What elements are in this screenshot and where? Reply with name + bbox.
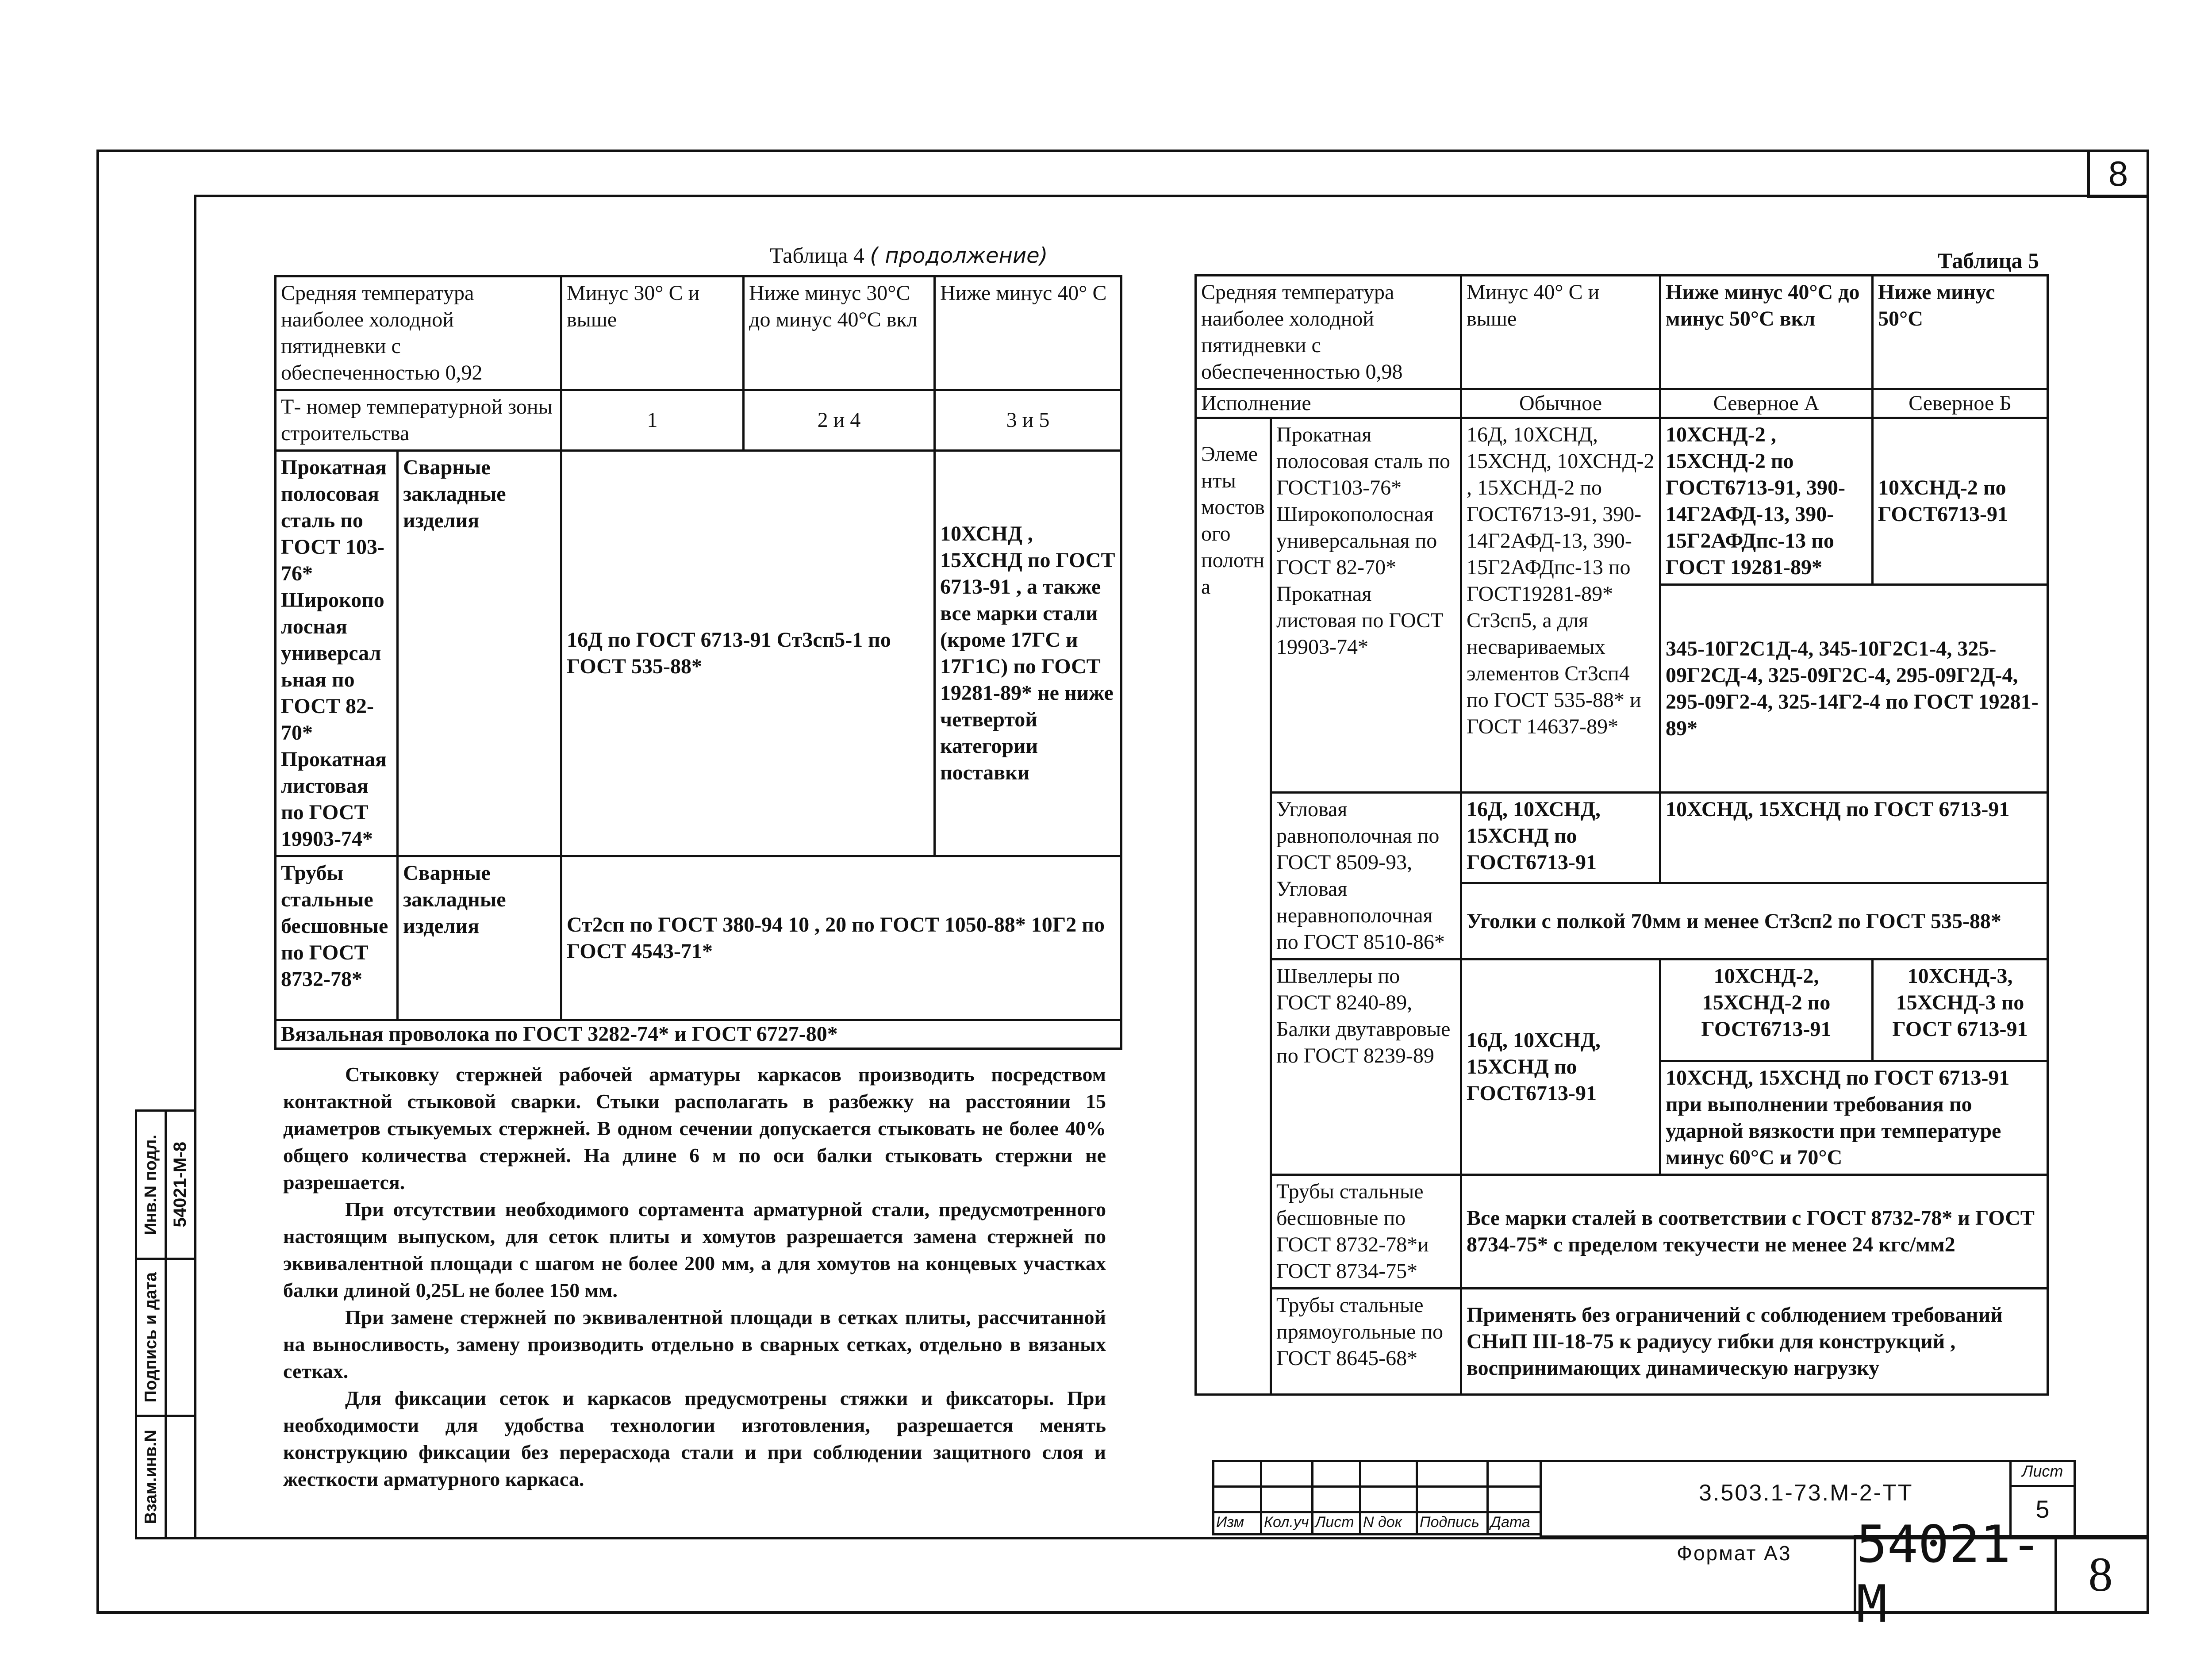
t5-exec-c3: Северное Б — [1873, 389, 2048, 418]
stamp-sheet-number: 5 — [2035, 1495, 2050, 1523]
t5-header-col1: Минус 40° С и выше — [1461, 276, 1660, 389]
table-row — [276, 276, 1121, 390]
stamp-col-koluch: Кол.уч — [1261, 1512, 1313, 1535]
t5-exec-label: Исполнение — [1196, 389, 1461, 418]
stamp-col-data: Дата — [1488, 1512, 1541, 1535]
t5-r4-text: Все марки сталей в соответствии с ГОСТ 8732-78* и ГОСТ 8734-75* с пределом текучести не менее 24 кгс/мм2 — [1461, 1175, 2048, 1289]
t5-group-label: Элементы мостового полотна — [1196, 418, 1271, 1395]
t5-header-temp: Средняя температура наиболее холодной пятидневки с обеспеченностью 0,98 — [1196, 276, 1461, 389]
table4-caption — [770, 242, 1048, 268]
t4-header-col3: Ниже минус 40° С — [935, 276, 1121, 390]
t4-header-col2: Ниже минус 30°С до минус 40°С вкл — [744, 276, 935, 390]
stamp-col-list: Лист — [1313, 1512, 1360, 1535]
t5-r5-text: Применять без ограничений с соблюдением требований СНиП III-18-75 к радиусу гибки для конструкций , воспринимающих динамическую нагрузку — [1461, 1289, 2048, 1395]
t4-r1-element: Прокатная полосовая сталь по ГОСТ 103-76* Широкополосная универсальная по ГОСТ 82-70* Прокатная листовая по ГОСТ 19903-74* — [276, 451, 398, 856]
t4-r2-steel: Ст2сп по ГОСТ 380-94 10 , 20 по ГОСТ 1050-88* 10Г2 по ГОСТ 4543-71* — [561, 856, 1121, 1020]
t5-r4-element: Трубы стальные бесшовные по ГОСТ 8732-78*и ГОСТ 8734-75* — [1271, 1175, 1461, 1289]
paragraph-2: При отсутствии необходимого сортамента арматурной стали, предусмотренного настоящим выпуском, для сеток плиты и хомутов разрешается замена стержней по эквивалентной площади с шагом не более 200 мм, а для хомутов на концевых участках балки длиной 0,25L не более 150 мм. — [283, 1198, 1106, 1301]
t5-exec-c2: Северное А — [1660, 389, 1873, 418]
table-row — [1214, 1512, 1541, 1535]
table-row — [1196, 389, 2048, 418]
t4-zone-2: 2 и 4 — [744, 390, 935, 451]
table4-caption-hand: ( продолжение) — [870, 243, 1048, 268]
stamp-sheet-label: Лист — [2012, 1462, 2074, 1487]
t5-r1-c1: 16Д, 10ХСНД, 15ХСНД, 10ХСНД-2 , 15ХСНД-2 по ГОСТ6713-91, 390-14Г2АФД-13, 390-15Г2АФДпс-13 по ГОСТ19281-89* Ст3сп5, а для несвариваемых элементов Ст3сп4 по ГОСТ 535-88* и ГОСТ 14637-89* — [1461, 418, 1660, 793]
table4-caption-text: Таблица 4 — [770, 243, 864, 268]
t4-r2-product: Сварные закладные изделия — [398, 856, 561, 1020]
t4-zone-3: 3 и 5 — [935, 390, 1121, 451]
table-row — [1196, 793, 2048, 883]
table5 — [1194, 274, 2049, 1396]
doc-number-box — [1854, 1515, 2057, 1634]
table5-caption: Таблица 5 — [1938, 248, 2039, 273]
table-row — [1196, 1175, 2048, 1289]
t5-r3-c1: 16Д, 10ХСНД, 15ХСНД по ГОСТ6713-91 — [1461, 959, 1660, 1175]
t5-exec-c1: Обычное — [1461, 389, 1660, 418]
t5-r1-c3a: 10ХСНД-2 по ГОСТ6713-91 — [1873, 418, 2048, 585]
t5-r3-element: Швеллеры по ГОСТ 8240-89, Балки двутавровые по ГОСТ 8239-89 — [1271, 959, 1461, 1175]
text-block — [283, 1061, 1106, 1493]
title-stamp-grid — [1212, 1460, 1542, 1535]
t5-r1-c23b: 345-10Г2С1Д-4, 345-10Г2С1-4, 325-09Г2СД-4, 325-09Г2С-4, 295-09Г2Д-4, 295-09Г2-4, 325-14Г2-4 по ГОСТ 19281-89* — [1660, 585, 2048, 793]
side-stamp-labels — [137, 1112, 167, 1537]
side-stamp-inv-value: 54021-М-8 — [170, 1142, 190, 1228]
t5-r3-c23: 10ХСНД, 15ХСНД по ГОСТ 6713-91 при выполнении требования по ударной вязкости при температуре минус 60°С и 70°С — [1660, 1061, 2048, 1175]
paragraph-4: Для фиксации сеток и каркасов предусмотрены стяжки и фиксаторы. При необходимости для удобства технологии изготовления, разрешается менять конструкцию фиксации без перерасхода стали и при соблюдении защитного слоя и жесткости арматурного каркаса. — [283, 1387, 1106, 1490]
t4-r2-element: Трубы стальные бесшовные по ГОСТ 8732-78* — [276, 856, 398, 1020]
table-row — [276, 856, 1121, 1020]
table-row — [1196, 959, 2048, 1061]
t4-r1-steel-a: 16Д по ГОСТ 6713-91 Ст3сп5-1 по ГОСТ 535-88* — [561, 451, 935, 856]
page-number-top-box — [2087, 150, 2149, 198]
t4-zone-1: 1 — [561, 390, 744, 451]
t5-header-col2: Ниже минус 40°С до минус 50°С вкл — [1660, 276, 1873, 389]
t4-header-col1: Минус 30° С и выше — [561, 276, 744, 390]
t5-r2-c1: 16Д, 10ХСНД, 15ХСНД по ГОСТ6713-91 — [1461, 793, 1660, 883]
t5-r5-element: Трубы стальные прямоугольные по ГОСТ 8645-68* — [1271, 1289, 1461, 1395]
t4-zone-label: Т- номер температурной зоны строительства — [276, 390, 561, 451]
stamp-col-ndok: N док — [1360, 1512, 1417, 1535]
table-row — [276, 451, 1121, 856]
t4-header-temp: Средняя температура наиболее холодной пятидневки с обеспеченностью 0,92 — [276, 276, 561, 390]
table-row — [276, 390, 1121, 451]
doc-number: 54021-М — [1856, 1515, 2042, 1634]
side-stamp-label-sign: Подпись и дата — [141, 1272, 160, 1403]
side-stamp-values — [167, 1112, 194, 1537]
t5-r2-element: Угловая равнополочная по ГОСТ 8509-93, Угловая неравнополочная по ГОСТ 8510-86* — [1271, 793, 1461, 959]
format-label: Формат А3 — [1677, 1542, 1792, 1565]
side-stamp-label-vzam: Взам.инв.N — [141, 1430, 160, 1524]
t4-r1-product: Сварные закладные изделия — [398, 451, 561, 856]
t4-footer: Вязальная проволока по ГОСТ 3282-74* и ГОСТ 6727-80* — [276, 1020, 1121, 1049]
t5-r1-element: Прокатная полосовая сталь по ГОСТ103-76* Широкополосная универсальная по ГОСТ 82-70* Прокатная листовая по ГОСТ 19903-74* — [1271, 418, 1461, 793]
t5-header-col3: Ниже минус 50°С — [1873, 276, 2048, 389]
t5-r2-c123: Уголки с полкой 70мм и менее Ст3сп2 по ГОСТ 535-88* — [1461, 883, 2048, 959]
table-row — [1196, 1289, 2048, 1395]
side-stamp — [135, 1109, 194, 1539]
t4-r1-steel-b: 10ХСНД , 15ХСНД по ГОСТ 6713-91 , а также все марки стали (кроме 17ГС и 17Г1С) по ГОСТ 19281-89* не ниже четвертой категории поставки — [935, 451, 1121, 856]
page-number-bottom-box — [2055, 1535, 2149, 1614]
t5-r1-c2a: 10ХСНД-2 , 15ХСНД-2 по ГОСТ6713-91, 390-14Г2АФД-13, 390-15Г2АФДпс-13 по ГОСТ 19281-89* — [1660, 418, 1873, 585]
stamp-col-podpis: Подпись — [1417, 1512, 1488, 1535]
page-number-bottom: 8 — [2088, 1547, 2113, 1601]
page-number-top: 8 — [2108, 154, 2128, 193]
t5-r2-c23: 10ХСНД, 15ХСНД по ГОСТ 6713-91 — [1660, 793, 2048, 883]
table-row — [276, 1020, 1121, 1049]
table-row — [1196, 276, 2048, 389]
stamp-designation: 3.503.1-73.М-2-ТТ — [1699, 1480, 1913, 1506]
table-row — [1196, 418, 2048, 585]
t5-r3-c3: 10ХСНД-3, 15ХСНД-3 по ГОСТ 6713-91 — [1873, 959, 2048, 1061]
t5-r3-c2: 10ХСНД-2, 15ХСНД-2 по ГОСТ6713-91 — [1660, 959, 1873, 1061]
side-stamp-label-inv: Инв.N подл. — [141, 1134, 160, 1235]
stamp-col-izm: Изм — [1214, 1512, 1261, 1535]
paragraph-3: При замене стержней по эквивалентной площади в сетках плиты, рассчитанной на выносливость, замену производить отдельно в сварных сетках, отдельно в вязаных сетках. — [283, 1306, 1106, 1382]
table4 — [274, 275, 1122, 1050]
paragraph-1: Стыковку стержней рабочей арматуры каркасов производить посредством контактной стыковой сварки. Стыки располагать в разбежку на расстоянии 15 диаметров стыкуемых стержней. В одном сечении допускается стыковать не более 40% общего количества стержней. На длине 6 м по оси балки стыковать стержни не разрешается. — [283, 1063, 1106, 1193]
